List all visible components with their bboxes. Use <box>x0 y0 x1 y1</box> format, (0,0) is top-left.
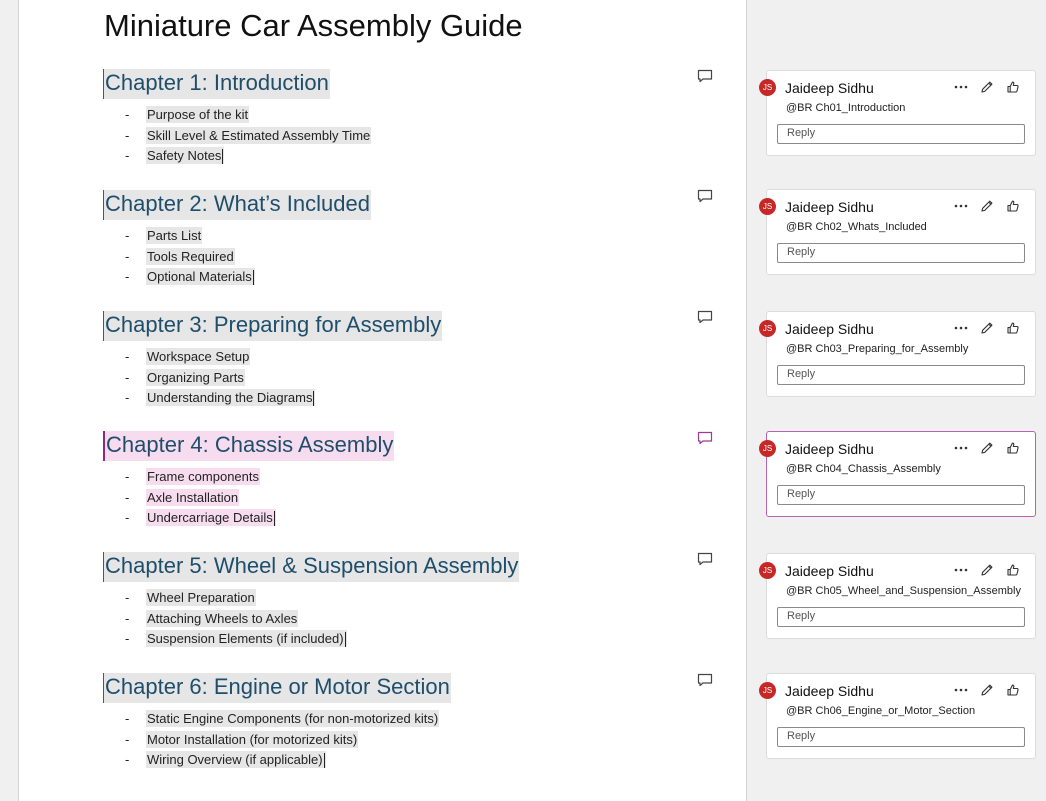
list-item-text[interactable] <box>146 610 298 627</box>
comment-anchor-end <box>253 270 254 285</box>
list-item-label: Skill Level & Estimated Assembly Time <box>147 127 371 143</box>
list-item-label: Undercarriage Details <box>147 510 273 526</box>
chapter-list <box>103 347 703 409</box>
chapter-4 <box>103 431 703 529</box>
list-item[interactable] <box>103 368 703 389</box>
list-item[interactable] <box>103 508 703 529</box>
list-item-text[interactable] <box>146 369 245 386</box>
list-item-text[interactable] <box>146 227 202 244</box>
list-item-label: Axle Installation <box>147 489 239 505</box>
document-page[interactable] <box>18 0 747 801</box>
chapter-heading[interactable]: Chapter 5: Wheel & Suspension Assembly <box>103 552 519 582</box>
like-icon[interactable] <box>1005 440 1021 456</box>
list-item-label: Attaching Wheels to Axles <box>147 610 298 626</box>
list-item-text[interactable] <box>146 389 315 406</box>
edit-icon[interactable] <box>979 79 995 95</box>
comment-card[interactable] <box>762 70 1036 156</box>
chapter-list <box>103 105 703 167</box>
comment-icon[interactable] <box>697 673 713 687</box>
comment-anchor-end <box>222 149 223 164</box>
list-item-label: Static Engine Components (for non-motorized kits) <box>147 711 439 726</box>
more-options-icon[interactable] <box>953 562 969 578</box>
bullet-dash: - <box>125 631 130 647</box>
comment-author: Jaideep Sidhu <box>785 80 874 96</box>
comment-icon[interactable] <box>697 189 713 203</box>
chapter-list <box>103 709 703 771</box>
edit-icon[interactable] <box>979 440 995 456</box>
list-item-label: Safety Notes <box>147 148 222 164</box>
like-icon[interactable] <box>1005 79 1021 95</box>
bullet-dash: - <box>125 610 130 626</box>
bullet-dash: - <box>125 510 130 526</box>
list-item-label: Understanding the Diagrams <box>147 390 313 406</box>
comment-anchor-end <box>274 511 275 526</box>
more-options-icon[interactable] <box>953 198 969 214</box>
avatar[interactable]: JS <box>759 562 776 579</box>
list-item[interactable] <box>103 226 703 247</box>
chapter-heading[interactable]: Chapter 1: Introduction <box>103 69 330 99</box>
list-item-text[interactable] <box>146 468 260 485</box>
list-item[interactable] <box>103 629 703 650</box>
reply-field[interactable]: Reply <box>777 485 1025 505</box>
comment-author: Jaideep Sidhu <box>785 683 874 699</box>
comment-actions <box>953 440 1021 456</box>
chapter-heading[interactable]: Chapter 3: Preparing for Assembly <box>103 311 442 341</box>
bullet-dash: - <box>125 228 130 243</box>
bullet-dash: - <box>125 107 130 122</box>
comment-icon[interactable] <box>697 310 713 324</box>
chapter-heading[interactable]: Chapter 2: What’s Included <box>103 190 371 220</box>
list-item-label: Wiring Overview (if applicable) <box>147 752 323 768</box>
list-item[interactable] <box>103 126 703 147</box>
document-title[interactable]: Miniature Car Assembly Guide <box>104 8 523 43</box>
comment-author: Jaideep Sidhu <box>785 563 874 579</box>
chapter-1 <box>103 69 703 167</box>
bullet-dash: - <box>125 349 130 364</box>
comment-card[interactable] <box>762 553 1036 639</box>
window-margin-left <box>0 0 18 801</box>
list-item-label: Wheel Preparation <box>147 590 255 605</box>
comment-text: @BR Ch06_Engine_or_Motor_Section <box>786 705 976 717</box>
more-options-icon[interactable] <box>953 440 969 456</box>
list-item-text[interactable] <box>146 710 439 727</box>
more-options-icon[interactable] <box>953 682 969 698</box>
list-item[interactable] <box>103 588 703 609</box>
list-item-text[interactable] <box>146 489 239 506</box>
list-item-text[interactable] <box>146 268 255 285</box>
list-item[interactable] <box>103 347 703 368</box>
list-item-text[interactable] <box>146 731 358 748</box>
bullet-dash: - <box>125 590 130 605</box>
bullet-dash: - <box>125 489 130 505</box>
comment-actions <box>953 198 1021 214</box>
comment-actions <box>953 79 1021 95</box>
comment-text: @BR Ch02_Whats_Included <box>786 221 927 233</box>
comment-card[interactable] <box>762 431 1036 517</box>
list-item-label: Organizing Parts <box>147 369 244 385</box>
list-item-text[interactable] <box>146 348 250 365</box>
list-item[interactable] <box>103 488 703 509</box>
chapter-5 <box>103 552 703 650</box>
comment-text: @BR Ch03_Preparing_for_Assembly <box>786 343 969 355</box>
like-icon[interactable] <box>1005 562 1021 578</box>
comment-actions <box>953 682 1021 698</box>
comment-card[interactable] <box>762 311 1036 397</box>
list-item[interactable] <box>103 750 703 771</box>
chapter-3 <box>103 311 703 409</box>
list-item[interactable] <box>103 730 703 751</box>
list-item-label: Frame components <box>147 469 259 484</box>
reply-field[interactable]: Reply <box>777 365 1025 385</box>
comment-text: @BR Ch01_Introduction <box>786 102 906 114</box>
list-item-label: Workspace Setup <box>147 349 250 364</box>
chapter-list <box>103 588 703 650</box>
avatar[interactable]: JS <box>759 440 776 457</box>
bullet-dash: - <box>125 369 130 385</box>
chapter-2 <box>103 190 703 288</box>
list-item[interactable] <box>103 467 703 488</box>
more-options-icon[interactable] <box>953 79 969 95</box>
comment-anchor-end <box>313 391 314 406</box>
reply-field[interactable]: Reply <box>777 727 1025 747</box>
list-item-text[interactable] <box>146 127 371 144</box>
edit-icon[interactable] <box>979 198 995 214</box>
comment-anchor-end <box>345 632 346 647</box>
like-icon[interactable] <box>1005 198 1021 214</box>
chapter-heading[interactable]: Chapter 4: Chassis Assembly <box>103 431 394 461</box>
more-options-icon[interactable] <box>953 320 969 336</box>
list-item-text[interactable] <box>146 630 347 647</box>
list-item-label: Optional Materials <box>147 269 252 285</box>
list-item-text[interactable] <box>146 751 326 768</box>
bullet-dash: - <box>125 711 130 726</box>
chapter-6 <box>103 673 703 771</box>
list-item-text[interactable] <box>146 106 249 123</box>
list-item[interactable] <box>103 267 703 288</box>
chapter-list <box>103 226 703 288</box>
edit-icon[interactable] <box>979 562 995 578</box>
list-item-text[interactable] <box>146 589 256 606</box>
chapter-heading[interactable]: Chapter 6: Engine or Motor Section <box>103 673 451 703</box>
comment-actions <box>953 562 1021 578</box>
avatar[interactable]: JS <box>759 320 776 337</box>
comment-card[interactable] <box>762 673 1036 759</box>
list-item-text[interactable] <box>146 509 276 526</box>
comment-icon[interactable] <box>697 69 713 83</box>
list-item[interactable] <box>103 709 703 730</box>
bullet-dash: - <box>125 469 130 484</box>
comment-author: Jaideep Sidhu <box>785 321 874 337</box>
list-item-label: Parts List <box>147 228 202 243</box>
avatar[interactable]: JS <box>759 198 776 215</box>
avatar[interactable]: JS <box>759 79 776 96</box>
list-item[interactable] <box>103 146 703 167</box>
bullet-dash: - <box>125 127 130 143</box>
reply-field[interactable]: Reply <box>777 124 1025 144</box>
comment-anchor-end <box>324 753 325 768</box>
comments-pane <box>748 0 1046 801</box>
list-item-label: Motor Installation (for motorized kits) <box>147 731 358 747</box>
list-item[interactable] <box>103 105 703 126</box>
list-item[interactable] <box>103 247 703 268</box>
list-item-label: Purpose of the kit <box>147 107 249 122</box>
comment-icon[interactable] <box>697 431 713 445</box>
reply-field[interactable]: Reply <box>777 243 1025 263</box>
bullet-dash: - <box>125 731 130 747</box>
bullet-dash: - <box>125 248 130 264</box>
list-item-label: Tools Required <box>147 248 234 264</box>
bullet-dash: - <box>125 390 130 406</box>
like-icon[interactable] <box>1005 682 1021 698</box>
list-item[interactable] <box>103 388 703 409</box>
comment-card[interactable] <box>762 189 1036 275</box>
comment-author: Jaideep Sidhu <box>785 199 874 215</box>
comment-author: Jaideep Sidhu <box>785 441 874 457</box>
bullet-dash: - <box>125 752 130 768</box>
avatar[interactable]: JS <box>759 682 776 699</box>
bullet-dash: - <box>125 269 130 285</box>
list-item-label: Suspension Elements (if included) <box>147 631 344 647</box>
edit-icon[interactable] <box>979 682 995 698</box>
like-icon[interactable] <box>1005 320 1021 336</box>
comment-text: @BR Ch05_Wheel_and_Suspension_Assembly <box>786 585 1021 597</box>
list-item-text[interactable] <box>146 248 235 265</box>
comment-icon[interactable] <box>697 552 713 566</box>
list-item[interactable] <box>103 609 703 630</box>
comment-actions <box>953 320 1021 336</box>
comment-text: @BR Ch04_Chassis_Assembly <box>786 463 941 475</box>
bullet-dash: - <box>125 148 130 164</box>
list-item-text[interactable] <box>146 147 224 164</box>
edit-icon[interactable] <box>979 320 995 336</box>
reply-field[interactable]: Reply <box>777 607 1025 627</box>
chapter-list <box>103 467 703 529</box>
